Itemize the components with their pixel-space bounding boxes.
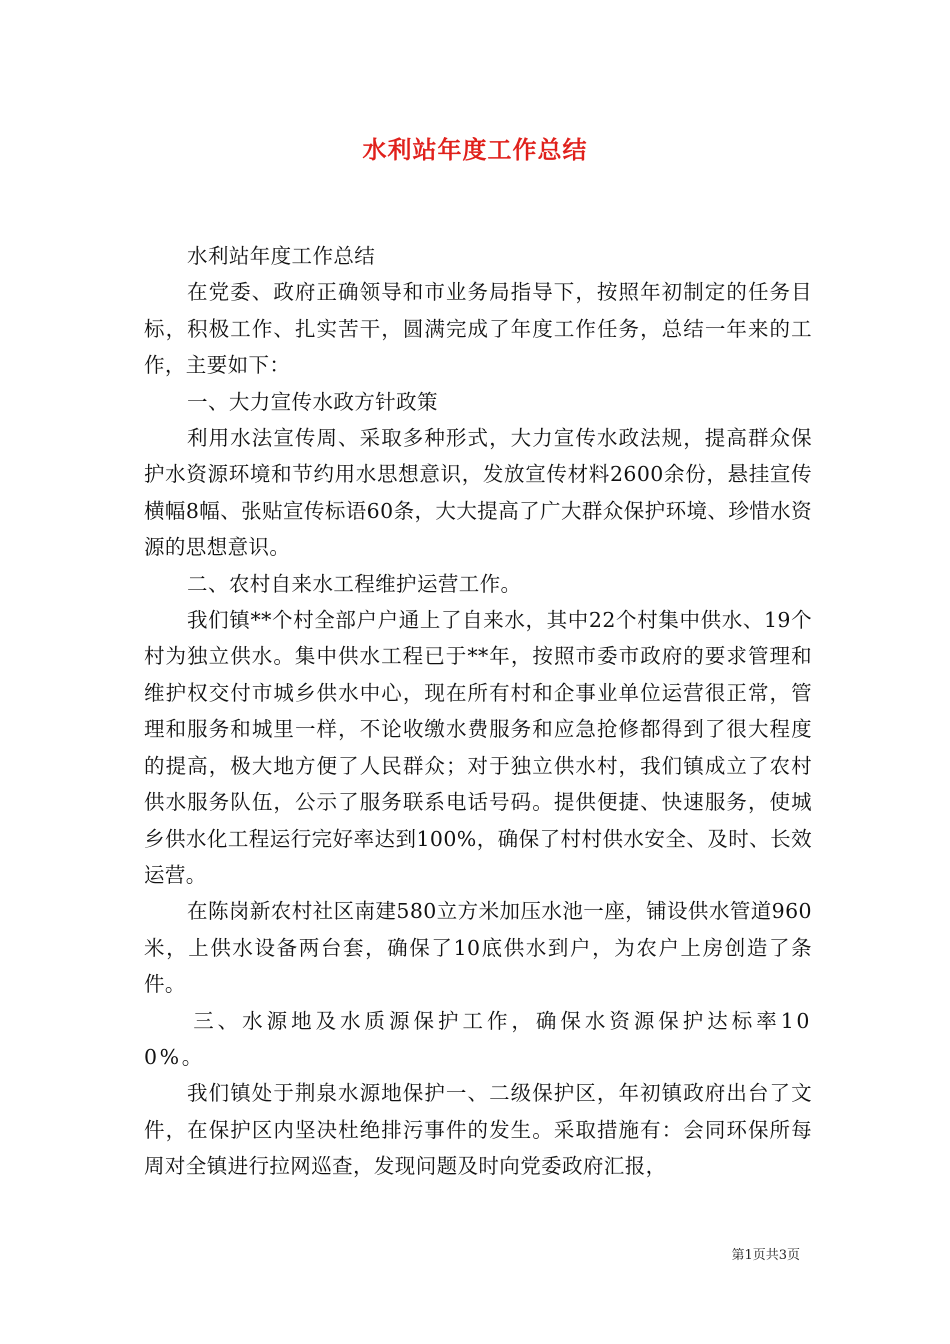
body-paragraph-water-supply: 我们镇**个村全部户户通上了自来水，其中22个村集中供水、19个村为独立供水。集中供水工程已于**年，按照市委市政府的要求管理和维护权交付市城乡供水中心，现在所有村和企事业单位运营很正常，管理和服务和城里一样，不论收缴水费服务和应急抢修都得到了很大程度的提高，极大地方便了人民群众；对于独立供水村，我们镇成立了农村供水服务队伍，公示了服务联系电话号码。提供便捷、快速服务，使城乡供水化工程运行完好率达到100%，确保了村村供水安全、及时、长效运营。 [144, 608, 812, 887]
section-heading-3: 三、水源地及水质源保护工作，确保水资源保护达标率100%。 [144, 1008, 812, 1069]
section-heading-2: 二、农村自来水工程维护运营工作。 [187, 571, 522, 596]
document-title: 水利站年度工作总结 [362, 135, 588, 164]
body-paragraph-publicity: 利用水法宣传周、采取多种形式，大力宣传水政法规，提高群众保护水资源环境和节约用水思想意识，发放宣传材料2600余份，悬挂宣传横幅8幅、张贴宣传标语60条，大大提高了广大群众保护环境、珍惜水资源的思想意识。 [144, 426, 812, 560]
body-paragraph-subtitle: 水利站年度工作总结 [187, 244, 376, 268]
body-paragraph-chengang: 在陈岗新农村社区南建580立方米加压水池一座，铺设供水管道960米，上供水设备两台套，确保了10底供水到户，为农户上房创造了条件。 [144, 899, 812, 997]
body-paragraph-intro: 在党委、政府正确领导和市业务局指导下，按照年初制定的任务目标，积极工作、扎实苦干，圆满完成了年度工作任务，总结一年来的工作，主要如下： [144, 280, 812, 378]
page-number: 第1页共3页 [731, 1248, 800, 1263]
section-heading-1: 一、大力宣传水政方针政策 [187, 389, 438, 414]
document-body [144, 238, 812, 1185]
body-paragraph-protection: 我们镇处于荆泉水源地保护一、二级保护区，年初镇政府出台了文件，在保护区内坚决杜绝排污事件的发生。采取措施有：会同环保所每周对全镇进行拉网巡查，发现问题及时向党委政府汇报， [144, 1081, 812, 1179]
